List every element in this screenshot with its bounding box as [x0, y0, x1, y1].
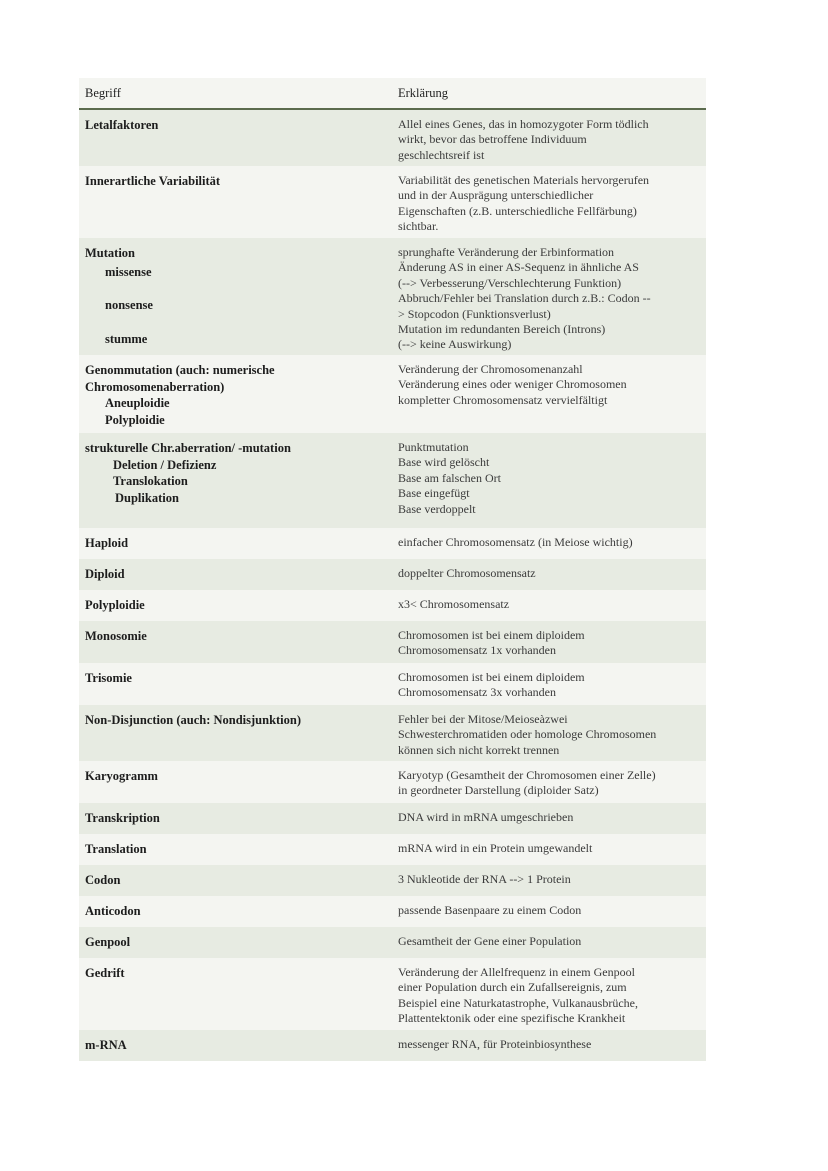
table-row	[79, 927, 706, 958]
row-term	[79, 117, 397, 160]
row-definition	[397, 903, 706, 921]
definition-line: geschlechtsreif ist	[398, 147, 485, 162]
row-term	[79, 535, 397, 553]
definition-line: kompletter Chromosomensatz vervielfältigt	[398, 392, 608, 407]
subterm-label: nonsense	[105, 298, 153, 312]
row-definition	[397, 597, 706, 615]
row-term	[79, 597, 397, 615]
definition-line: Fehler bei der Mitose/Meioseàzwei	[398, 712, 568, 726]
row-term	[79, 245, 397, 349]
row-definition	[397, 1037, 706, 1055]
row-term	[79, 1037, 397, 1055]
definition-line: Chromosomensatz 1x vorhanden	[398, 643, 556, 658]
table-row	[79, 110, 706, 166]
row-definition	[397, 810, 706, 828]
row-definition	[397, 245, 706, 352]
table-row	[79, 238, 706, 355]
definition-line: sprunghafte Veränderung der Erbinformation	[398, 245, 615, 259]
table-row	[79, 621, 706, 663]
table-row	[79, 834, 706, 865]
definition-line: Chromosomen ist bei einem diploidem	[398, 628, 585, 642]
term-label: Innerartliche Variabilität	[85, 174, 221, 188]
row-term	[79, 173, 397, 232]
definition-line: > Stopcodon (Funktionsverlust)	[398, 306, 551, 321]
definition-line: x3< Chromosomensatz	[398, 597, 510, 611]
definition-line: Punktmutation	[398, 440, 469, 454]
definition-line: Änderung AS in einer AS-Sequenz in ähnliche AS	[398, 260, 639, 275]
definition-line: Variabilität des genetischen Materials hervorgerufen	[398, 173, 650, 187]
subterm-label: Deletion / Defizienz	[113, 457, 217, 472]
definition-line: Plattentektonik oder eine spezifische Krankheit	[398, 1011, 626, 1026]
table-row	[79, 528, 706, 559]
subterm-label: stumme	[105, 331, 148, 346]
definition-line: einfacher Chromosomensatz (in Meiose wichtig)	[398, 535, 633, 549]
row-definition	[397, 628, 706, 657]
table-row	[79, 559, 706, 590]
term-label: Gedrift	[85, 966, 125, 980]
definition-line: Base am falschen Ort	[398, 470, 501, 485]
definition-line: Base eingefügt	[398, 486, 470, 501]
subterm-label: Aneuploidie	[105, 396, 170, 410]
table-header	[79, 78, 706, 110]
definition-line: wirkt, bevor das betroffene Individuum	[398, 132, 587, 147]
definition-line: sichtbar.	[398, 219, 439, 234]
row-definition	[397, 934, 706, 952]
row-term	[79, 440, 397, 522]
row-definition	[397, 535, 706, 553]
definition-line: doppelter Chromosomensatz	[398, 566, 536, 580]
row-term	[79, 712, 397, 755]
subterm-label: Translokation	[113, 474, 188, 488]
definition-line: mRNA wird in ein Protein umgewandelt	[398, 841, 593, 855]
table-row	[79, 663, 706, 705]
term-label: Karyogramm	[85, 769, 158, 783]
row-term	[79, 903, 397, 921]
term-label: Non-Disjunction (auch: Nondisjunktion)	[85, 713, 302, 727]
definition-line: Base verdoppelt	[398, 501, 476, 516]
row-term	[79, 810, 397, 828]
table-row	[79, 958, 706, 1030]
term-label: Genommutation (auch: numerische	[85, 363, 275, 377]
header-term: Begriff	[85, 85, 121, 100]
definition-line: messenger RNA, für Proteinbiosynthese	[398, 1037, 592, 1051]
table-row	[79, 865, 706, 896]
header-definition: Erklärung	[398, 85, 448, 100]
row-definition	[397, 670, 706, 699]
term-label: Diploid	[85, 567, 125, 581]
row-definition	[397, 872, 706, 890]
table-row	[79, 166, 706, 238]
row-term	[79, 841, 397, 859]
term-label: Trisomie	[85, 671, 132, 685]
row-definition	[397, 440, 706, 522]
row-definition	[397, 117, 706, 160]
row-term	[79, 872, 397, 890]
definition-line: Karyotyp (Gesamtheit der Chromosomen einer Zelle)	[398, 768, 656, 782]
row-term	[79, 628, 397, 657]
term-label: Haploid	[85, 536, 129, 550]
row-definition	[397, 965, 706, 1024]
glossary-table	[79, 78, 706, 1061]
definition-line: und in der Ausprägung unterschiedlicher	[398, 188, 594, 203]
definition-line: können sich nicht korrekt trennen	[398, 742, 560, 757]
definition-line: (--> keine Auswirkung)	[398, 337, 512, 352]
term-label: Anticodon	[85, 904, 141, 918]
term-label: Letalfaktoren	[85, 118, 159, 132]
term-label: Genpool	[85, 935, 131, 949]
term-label: Codon	[85, 873, 121, 887]
row-term	[79, 670, 397, 699]
table-row	[79, 705, 706, 761]
row-term	[79, 362, 397, 427]
subterm-label: Polyploidie	[105, 412, 165, 427]
definition-line: einer Population durch ein Zufallsereignis, zum	[398, 980, 627, 995]
definition-line: Mutation im redundanten Bereich (Introns)	[398, 322, 606, 337]
row-definition	[397, 566, 706, 584]
table-row	[79, 803, 706, 834]
subterm-label: Chromosomenaberration)	[85, 379, 225, 394]
row-term	[79, 934, 397, 952]
definition-line: Eigenschaften (z.B. unterschiedliche Fellfärbung)	[398, 203, 637, 218]
term-label: Monosomie	[85, 629, 147, 643]
row-term	[79, 965, 397, 1024]
table-row	[79, 590, 706, 621]
table-row	[79, 1030, 706, 1061]
definition-line: Veränderung der Chromosomenanzahl	[398, 362, 583, 376]
term-label: m-RNA	[85, 1038, 127, 1052]
table-row	[79, 433, 706, 528]
definition-line: Abbruch/Fehler bei Translation durch z.B.: Codon --	[398, 291, 651, 306]
term-label: Transkription	[85, 811, 160, 825]
definition-line: Veränderung der Allelfrequenz in einem Genpool	[398, 965, 635, 979]
row-term	[79, 566, 397, 584]
row-definition	[397, 712, 706, 755]
row-definition	[397, 841, 706, 859]
definition-line: (--> Verbesserung/Verschlechterung Funktion)	[398, 275, 622, 290]
term-label: strukturelle Chr.aberration/ -mutation	[85, 441, 291, 455]
subterm-label: missense	[105, 264, 152, 279]
table-row	[79, 761, 706, 803]
table-row	[79, 355, 706, 433]
definition-line: passende Basenpaare zu einem Codon	[398, 903, 582, 917]
table-body	[79, 110, 706, 1061]
subterm-label: Duplikation	[115, 490, 179, 505]
row-definition	[397, 768, 706, 797]
definition-line: Schwesterchromatiden oder homologe Chromosomen	[398, 727, 657, 742]
table-row	[79, 896, 706, 927]
definition-line: Gesamtheit der Gene einer Population	[398, 934, 582, 948]
definition-line: DNA wird in mRNA umgeschrieben	[398, 810, 574, 824]
term-label: Mutation	[85, 246, 135, 260]
term-label: Translation	[85, 842, 147, 856]
row-definition	[397, 362, 706, 427]
definition-line: Allel eines Genes, das in homozygoter Form tödlich	[398, 117, 649, 131]
definition-line: Base wird gelöscht	[398, 455, 490, 470]
definition-line: 3 Nukleotide der RNA --> 1 Protein	[398, 872, 571, 886]
definition-line: Chromosomen ist bei einem diploidem	[398, 670, 585, 684]
definition-line: in geordneter Darstellung (diploider Satz)	[398, 783, 599, 798]
definition-line: Chromosomensatz 3x vorhanden	[398, 685, 556, 700]
row-definition	[397, 173, 706, 232]
definition-line: Beispiel eine Naturkatastrophe, Vulkanausbrüche,	[398, 995, 638, 1010]
definition-line: Veränderung eines oder weniger Chromosomen	[398, 377, 627, 392]
term-label: Polyploidie	[85, 598, 145, 612]
row-term	[79, 768, 397, 797]
